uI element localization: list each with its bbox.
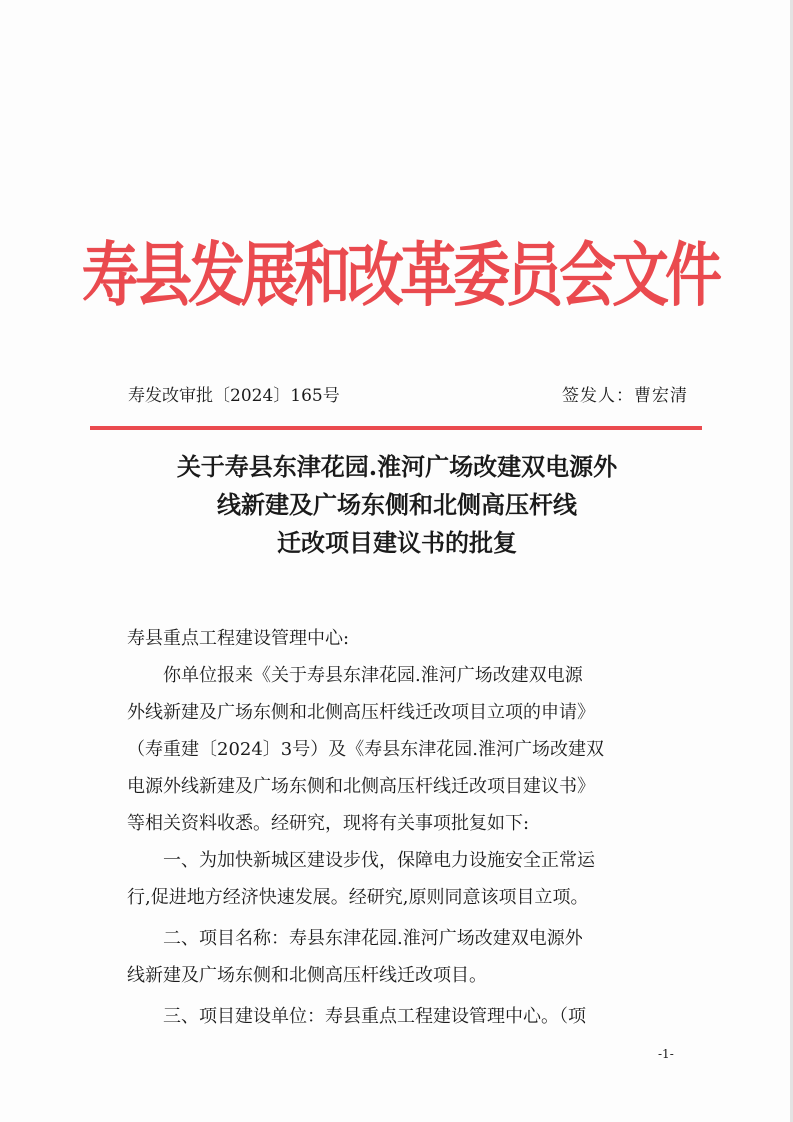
body-line: （寿重建〔2024〕3号）及《寿县东津花园.淮河广场改建双 — [127, 739, 604, 760]
body-line: 外线新建及广场东侧和北侧高压杆线迁改项目立项的申请》 — [127, 702, 595, 723]
title-line: 关于寿县东津花园.淮河广场改建双电源外 — [176, 452, 618, 481]
signer: 签发人：曹宏清 — [562, 386, 688, 406]
body-line: 二、项目名称：寿县东津花园.淮河广场改建双电源外 — [163, 928, 583, 949]
body-line: 三、项目建设单位：寿县重点工程建设管理中心。（项 — [163, 1006, 586, 1027]
meta-row — [128, 381, 688, 411]
document-number: 寿发改审批〔2024〕165号 — [128, 386, 340, 406]
page-number: -1- — [658, 1047, 674, 1061]
body-line: 等相关资料收悉。经研究，现将有关事项批复如下: — [127, 813, 530, 834]
body-line: 行,促进地方经济快速发展。经研究,原则同意该项目立项。 — [127, 887, 589, 908]
title-line: 迁改项目建议书的批复 — [277, 528, 517, 557]
body-line: 线新建及广场东侧和北侧高压杆线迁改项目。 — [127, 965, 487, 986]
document-title — [80, 448, 714, 562]
document-body — [127, 620, 707, 1035]
body-line: 一、为加快新城区建设步伐，保障电力设施安全正常运 — [163, 850, 595, 871]
body-line: 你单位报来《关于寿县东津花园.淮河广场改建双电源 — [163, 665, 583, 686]
red-divider — [90, 426, 702, 430]
addressee: 寿县重点工程建设管理中心: — [127, 628, 350, 649]
title-line: 线新建及广场东侧和北侧高压杆线 — [217, 490, 577, 519]
issuer-title: 寿县发展和改革委员会文件 — [82, 235, 718, 317]
body-line: 电源外线新建及广场东侧和北侧高压杆线迁改项目建议书》 — [127, 776, 595, 797]
